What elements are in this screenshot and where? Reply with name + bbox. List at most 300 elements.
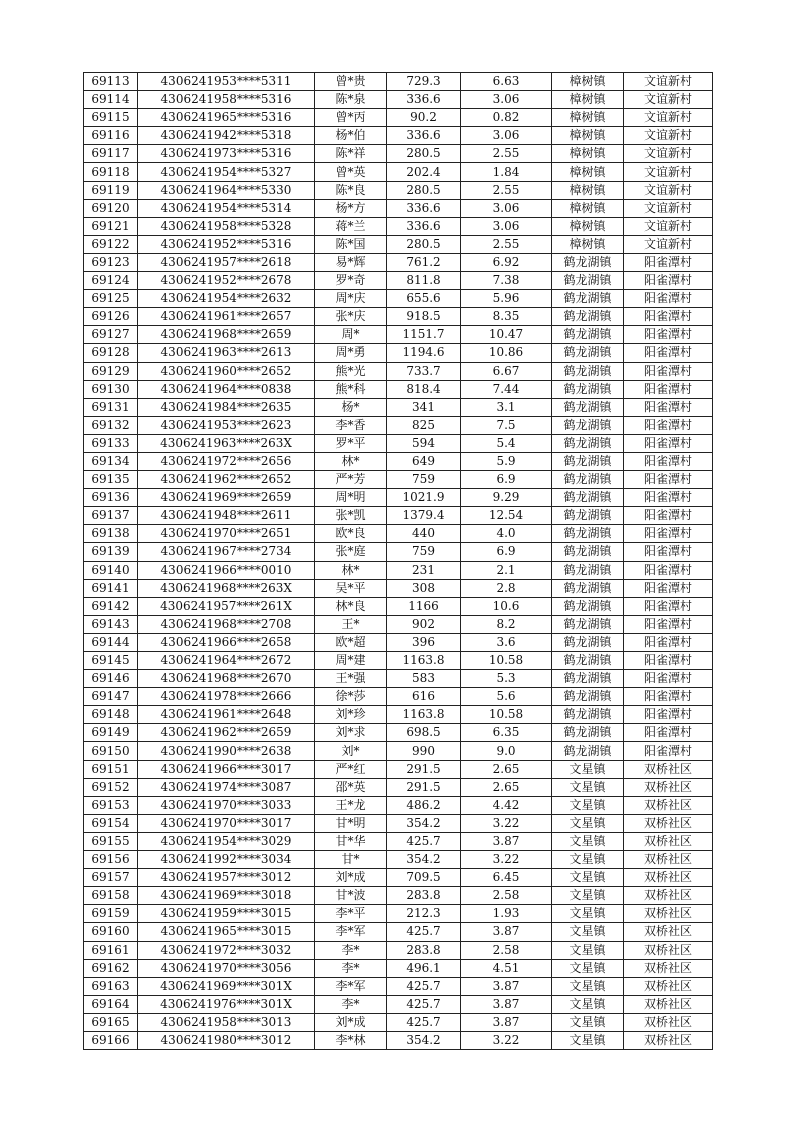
table-row [84,163,713,181]
village-cell: 阳雀潭村 [624,579,713,597]
village-cell: 文谊新村 [624,73,713,91]
serial-number-cell: 69139 [84,543,138,561]
town-cell: 文星镇 [552,887,624,905]
serial-number-cell: 69132 [84,416,138,434]
table-row [84,127,713,145]
name-cell: 王*龙 [315,796,387,814]
value-cell: 3.6 [461,633,552,651]
town-cell: 樟树镇 [552,199,624,217]
table-row [84,416,713,434]
town-cell: 鹤龙湖镇 [552,633,624,651]
name-cell: 蒋*兰 [315,217,387,235]
serial-number-cell: 69128 [84,344,138,362]
value-cell: 3.22 [461,851,552,869]
serial-number-cell: 69156 [84,851,138,869]
town-cell: 鹤龙湖镇 [552,561,624,579]
town-cell: 文星镇 [552,1031,624,1049]
value-cell: 10.58 [461,652,552,670]
village-cell: 阳雀潭村 [624,344,713,362]
table-row [84,869,713,887]
amount-cell: 336.6 [387,91,461,109]
amount-cell: 1194.6 [387,344,461,362]
id-number-cell: 4306241948****2611 [138,507,315,525]
id-number-cell: 4306241970****2651 [138,525,315,543]
value-cell: 6.45 [461,869,552,887]
id-number-cell: 4306241954****5327 [138,163,315,181]
table-row [84,73,713,91]
value-cell: 10.58 [461,706,552,724]
amount-cell: 616 [387,688,461,706]
serial-number-cell: 69115 [84,109,138,127]
serial-number-cell: 69166 [84,1031,138,1049]
serial-number-cell: 69131 [84,398,138,416]
table-row [84,633,713,651]
town-cell: 樟树镇 [552,145,624,163]
name-cell: 熊*光 [315,362,387,380]
serial-number-cell: 69163 [84,977,138,995]
name-cell: 林*良 [315,597,387,615]
amount-cell: 354.2 [387,851,461,869]
table-row [84,615,713,633]
table-row [84,941,713,959]
id-number-cell: 4306241964****2672 [138,652,315,670]
amount-cell: 709.5 [387,869,461,887]
name-cell: 李* [315,959,387,977]
table-row [84,91,713,109]
serial-number-cell: 69125 [84,290,138,308]
table-row [84,380,713,398]
serial-number-cell: 69154 [84,814,138,832]
town-cell: 鹤龙湖镇 [552,706,624,724]
table-row [84,525,713,543]
id-number-cell: 4306241970****3056 [138,959,315,977]
name-cell: 刘*成 [315,1013,387,1031]
name-cell: 陈*祥 [315,145,387,163]
table-row [84,851,713,869]
name-cell: 李*平 [315,905,387,923]
table-row [84,652,713,670]
name-cell: 刘*珍 [315,706,387,724]
amount-cell: 902 [387,615,461,633]
amount-cell: 759 [387,471,461,489]
village-cell: 双桥社区 [624,778,713,796]
name-cell: 李* [315,941,387,959]
village-cell: 阳雀潭村 [624,362,713,380]
serial-number-cell: 69162 [84,959,138,977]
serial-number-cell: 69165 [84,1013,138,1031]
serial-number-cell: 69153 [84,796,138,814]
village-cell: 阳雀潭村 [624,543,713,561]
village-cell: 阳雀潭村 [624,688,713,706]
id-number-cell: 4306241953****5311 [138,73,315,91]
amount-cell: 425.7 [387,977,461,995]
name-cell: 熊*科 [315,380,387,398]
value-cell: 3.06 [461,217,552,235]
town-cell: 樟树镇 [552,235,624,253]
name-cell: 刘* [315,742,387,760]
id-number-cell: 4306241964****0838 [138,380,315,398]
town-cell: 樟树镇 [552,73,624,91]
table-row [84,959,713,977]
table-row [84,434,713,452]
name-cell: 曾*英 [315,163,387,181]
village-cell: 文谊新村 [624,127,713,145]
amount-cell: 425.7 [387,923,461,941]
village-cell: 双桥社区 [624,977,713,995]
village-cell: 阳雀潭村 [624,434,713,452]
value-cell: 5.9 [461,452,552,470]
name-cell: 周*建 [315,652,387,670]
id-number-cell: 4306241960****2652 [138,362,315,380]
serial-number-cell: 69160 [84,923,138,941]
amount-cell: 761.2 [387,253,461,271]
name-cell: 周*明 [315,489,387,507]
town-cell: 鹤龙湖镇 [552,416,624,434]
id-number-cell: 4306241954****2632 [138,290,315,308]
name-cell: 邵*英 [315,778,387,796]
value-cell: 6.92 [461,253,552,271]
serial-number-cell: 69122 [84,235,138,253]
amount-cell: 202.4 [387,163,461,181]
value-cell: 9.0 [461,742,552,760]
amount-cell: 291.5 [387,778,461,796]
name-cell: 周* [315,326,387,344]
amount-cell: 425.7 [387,1013,461,1031]
table-row [84,235,713,253]
amount-cell: 308 [387,579,461,597]
table-row [84,290,713,308]
table-row [84,796,713,814]
id-number-cell: 4306241957****261X [138,597,315,615]
amount-cell: 231 [387,561,461,579]
town-cell: 文星镇 [552,851,624,869]
table-row [84,977,713,995]
amount-cell: 811.8 [387,272,461,290]
amount-cell: 496.1 [387,959,461,977]
value-cell: 3.87 [461,832,552,850]
serial-number-cell: 69124 [84,272,138,290]
name-cell: 甘* [315,851,387,869]
table-row [84,1031,713,1049]
amount-cell: 649 [387,452,461,470]
amount-cell: 729.3 [387,73,461,91]
name-cell: 张*庭 [315,543,387,561]
name-cell: 李*军 [315,977,387,995]
town-cell: 鹤龙湖镇 [552,688,624,706]
table-row [84,489,713,507]
table-row [84,706,713,724]
serial-number-cell: 69149 [84,724,138,742]
value-cell: 2.8 [461,579,552,597]
serial-number-cell: 69161 [84,941,138,959]
amount-cell: 336.6 [387,127,461,145]
table-row [84,543,713,561]
village-cell: 阳雀潭村 [624,670,713,688]
name-cell: 王* [315,615,387,633]
village-cell: 双桥社区 [624,923,713,941]
id-number-cell: 4306241968****263X [138,579,315,597]
amount-cell: 354.2 [387,1031,461,1049]
table-row [84,579,713,597]
town-cell: 鹤龙湖镇 [552,471,624,489]
serial-number-cell: 69150 [84,742,138,760]
serial-number-cell: 69146 [84,670,138,688]
town-cell: 鹤龙湖镇 [552,452,624,470]
serial-number-cell: 69120 [84,199,138,217]
table-row [84,272,713,290]
serial-number-cell: 69157 [84,869,138,887]
name-cell: 严*红 [315,760,387,778]
table-row [84,670,713,688]
amount-cell: 655.6 [387,290,461,308]
value-cell: 6.67 [461,362,552,380]
value-cell: 3.06 [461,127,552,145]
village-cell: 双桥社区 [624,1013,713,1031]
town-cell: 文星镇 [552,941,624,959]
table-row [84,181,713,199]
value-cell: 3.87 [461,977,552,995]
id-number-cell: 4306241976****301X [138,995,315,1013]
value-cell: 6.9 [461,543,552,561]
id-number-cell: 4306241984****2635 [138,398,315,416]
amount-cell: 918.5 [387,308,461,326]
table-row [84,308,713,326]
name-cell: 严*芳 [315,471,387,489]
amount-cell: 425.7 [387,995,461,1013]
village-cell: 文谊新村 [624,91,713,109]
name-cell: 徐*莎 [315,688,387,706]
village-cell: 文谊新村 [624,181,713,199]
value-cell: 1.84 [461,163,552,181]
id-number-cell: 4306241965****3015 [138,923,315,941]
serial-number-cell: 69137 [84,507,138,525]
amount-cell: 440 [387,525,461,543]
id-number-cell: 4306241966****2658 [138,633,315,651]
amount-cell: 990 [387,742,461,760]
table-row [84,398,713,416]
value-cell: 2.65 [461,760,552,778]
village-cell: 文谊新村 [624,109,713,127]
name-cell: 刘*成 [315,869,387,887]
name-cell: 李*林 [315,1031,387,1049]
village-cell: 双桥社区 [624,832,713,850]
serial-number-cell: 69135 [84,471,138,489]
town-cell: 鹤龙湖镇 [552,507,624,525]
town-cell: 鹤龙湖镇 [552,326,624,344]
id-number-cell: 4306241968****2659 [138,326,315,344]
town-cell: 文星镇 [552,905,624,923]
id-number-cell: 4306241992****3034 [138,851,315,869]
id-number-cell: 4306241952****5316 [138,235,315,253]
town-cell: 文星镇 [552,814,624,832]
village-cell: 阳雀潭村 [624,633,713,651]
id-number-cell: 4306241958****5316 [138,91,315,109]
id-number-cell: 4306241962****2659 [138,724,315,742]
amount-cell: 396 [387,633,461,651]
village-cell: 阳雀潭村 [624,452,713,470]
id-number-cell: 4306241969****2659 [138,489,315,507]
village-cell: 双桥社区 [624,995,713,1013]
value-cell: 2.55 [461,145,552,163]
table-row [84,507,713,525]
town-cell: 鹤龙湖镇 [552,742,624,760]
village-cell: 双桥社区 [624,941,713,959]
amount-cell: 583 [387,670,461,688]
table-row [84,688,713,706]
serial-number-cell: 69143 [84,615,138,633]
amount-cell: 283.8 [387,941,461,959]
village-cell: 阳雀潭村 [624,398,713,416]
town-cell: 鹤龙湖镇 [552,670,624,688]
value-cell: 2.55 [461,181,552,199]
serial-number-cell: 69113 [84,73,138,91]
id-number-cell: 4306241962****2652 [138,471,315,489]
amount-cell: 354.2 [387,814,461,832]
village-cell: 双桥社区 [624,814,713,832]
serial-number-cell: 69136 [84,489,138,507]
id-number-cell: 4306241954****3029 [138,832,315,850]
table-row [84,1013,713,1031]
table-row [84,905,713,923]
town-cell: 鹤龙湖镇 [552,597,624,615]
town-cell: 文星镇 [552,923,624,941]
town-cell: 樟树镇 [552,91,624,109]
id-number-cell: 4306241966****0010 [138,561,315,579]
id-number-cell: 4306241957****2618 [138,253,315,271]
village-cell: 阳雀潭村 [624,272,713,290]
value-cell: 6.63 [461,73,552,91]
serial-number-cell: 69126 [84,308,138,326]
serial-number-cell: 69114 [84,91,138,109]
name-cell: 陈*泉 [315,91,387,109]
name-cell: 周*庆 [315,290,387,308]
amount-cell: 594 [387,434,461,452]
table-row [84,887,713,905]
name-cell: 罗*平 [315,434,387,452]
village-cell: 文谊新村 [624,235,713,253]
table-row [84,217,713,235]
village-cell: 双桥社区 [624,959,713,977]
serial-number-cell: 69147 [84,688,138,706]
name-cell: 曾*丙 [315,109,387,127]
name-cell: 杨* [315,398,387,416]
id-number-cell: 4306241963****2613 [138,344,315,362]
serial-number-cell: 69142 [84,597,138,615]
village-cell: 阳雀潭村 [624,471,713,489]
table-body [84,73,713,1050]
town-cell: 文星镇 [552,760,624,778]
serial-number-cell: 69148 [84,706,138,724]
amount-cell: 425.7 [387,832,461,850]
name-cell: 曾*贵 [315,73,387,91]
amount-cell: 733.7 [387,362,461,380]
town-cell: 鹤龙湖镇 [552,434,624,452]
id-number-cell: 4306241959****3015 [138,905,315,923]
serial-number-cell: 69151 [84,760,138,778]
town-cell: 樟树镇 [552,109,624,127]
amount-cell: 759 [387,543,461,561]
village-cell: 文谊新村 [624,199,713,217]
town-cell: 鹤龙湖镇 [552,489,624,507]
village-cell: 阳雀潭村 [624,308,713,326]
village-cell: 双桥社区 [624,796,713,814]
value-cell: 2.58 [461,941,552,959]
village-cell: 阳雀潭村 [624,561,713,579]
amount-cell: 1163.8 [387,706,461,724]
value-cell: 8.2 [461,615,552,633]
village-cell: 阳雀潭村 [624,416,713,434]
serial-number-cell: 69145 [84,652,138,670]
serial-number-cell: 69158 [84,887,138,905]
value-cell: 5.96 [461,290,552,308]
value-cell: 10.86 [461,344,552,362]
village-cell: 阳雀潭村 [624,706,713,724]
town-cell: 鹤龙湖镇 [552,398,624,416]
table-row [84,760,713,778]
table-row [84,832,713,850]
id-number-cell: 4306241970****3017 [138,814,315,832]
town-cell: 鹤龙湖镇 [552,253,624,271]
value-cell: 3.87 [461,923,552,941]
town-cell: 文星镇 [552,832,624,850]
amount-cell: 1163.8 [387,652,461,670]
table-row [84,145,713,163]
town-cell: 樟树镇 [552,181,624,199]
serial-number-cell: 69130 [84,380,138,398]
value-cell: 8.35 [461,308,552,326]
id-number-cell: 4306241972****3032 [138,941,315,959]
village-cell: 阳雀潭村 [624,742,713,760]
name-cell: 张*凯 [315,507,387,525]
table-row [84,326,713,344]
value-cell: 5.6 [461,688,552,706]
table-row [84,995,713,1013]
town-cell: 鹤龙湖镇 [552,724,624,742]
id-number-cell: 4306241970****3033 [138,796,315,814]
value-cell: 3.22 [461,814,552,832]
name-cell: 易*辉 [315,253,387,271]
id-number-cell: 4306241942****5318 [138,127,315,145]
table-row [84,561,713,579]
id-number-cell: 4306241958****5328 [138,217,315,235]
name-cell: 刘*求 [315,724,387,742]
name-cell: 甘*明 [315,814,387,832]
town-cell: 樟树镇 [552,217,624,235]
value-cell: 3.1 [461,398,552,416]
serial-number-cell: 69119 [84,181,138,199]
serial-number-cell: 69129 [84,362,138,380]
value-cell: 2.1 [461,561,552,579]
amount-cell: 283.8 [387,887,461,905]
amount-cell: 280.5 [387,181,461,199]
name-cell: 张*庆 [315,308,387,326]
town-cell: 鹤龙湖镇 [552,308,624,326]
table-row [84,923,713,941]
serial-number-cell: 69134 [84,452,138,470]
town-cell: 鹤龙湖镇 [552,344,624,362]
value-cell: 9.29 [461,489,552,507]
serial-number-cell: 69138 [84,525,138,543]
village-cell: 阳雀潭村 [624,290,713,308]
value-cell: 12.54 [461,507,552,525]
town-cell: 鹤龙湖镇 [552,272,624,290]
table-row [84,253,713,271]
serial-number-cell: 69118 [84,163,138,181]
village-cell: 双桥社区 [624,887,713,905]
town-cell: 文星镇 [552,995,624,1013]
name-cell: 林* [315,561,387,579]
id-number-cell: 4306241990****2638 [138,742,315,760]
